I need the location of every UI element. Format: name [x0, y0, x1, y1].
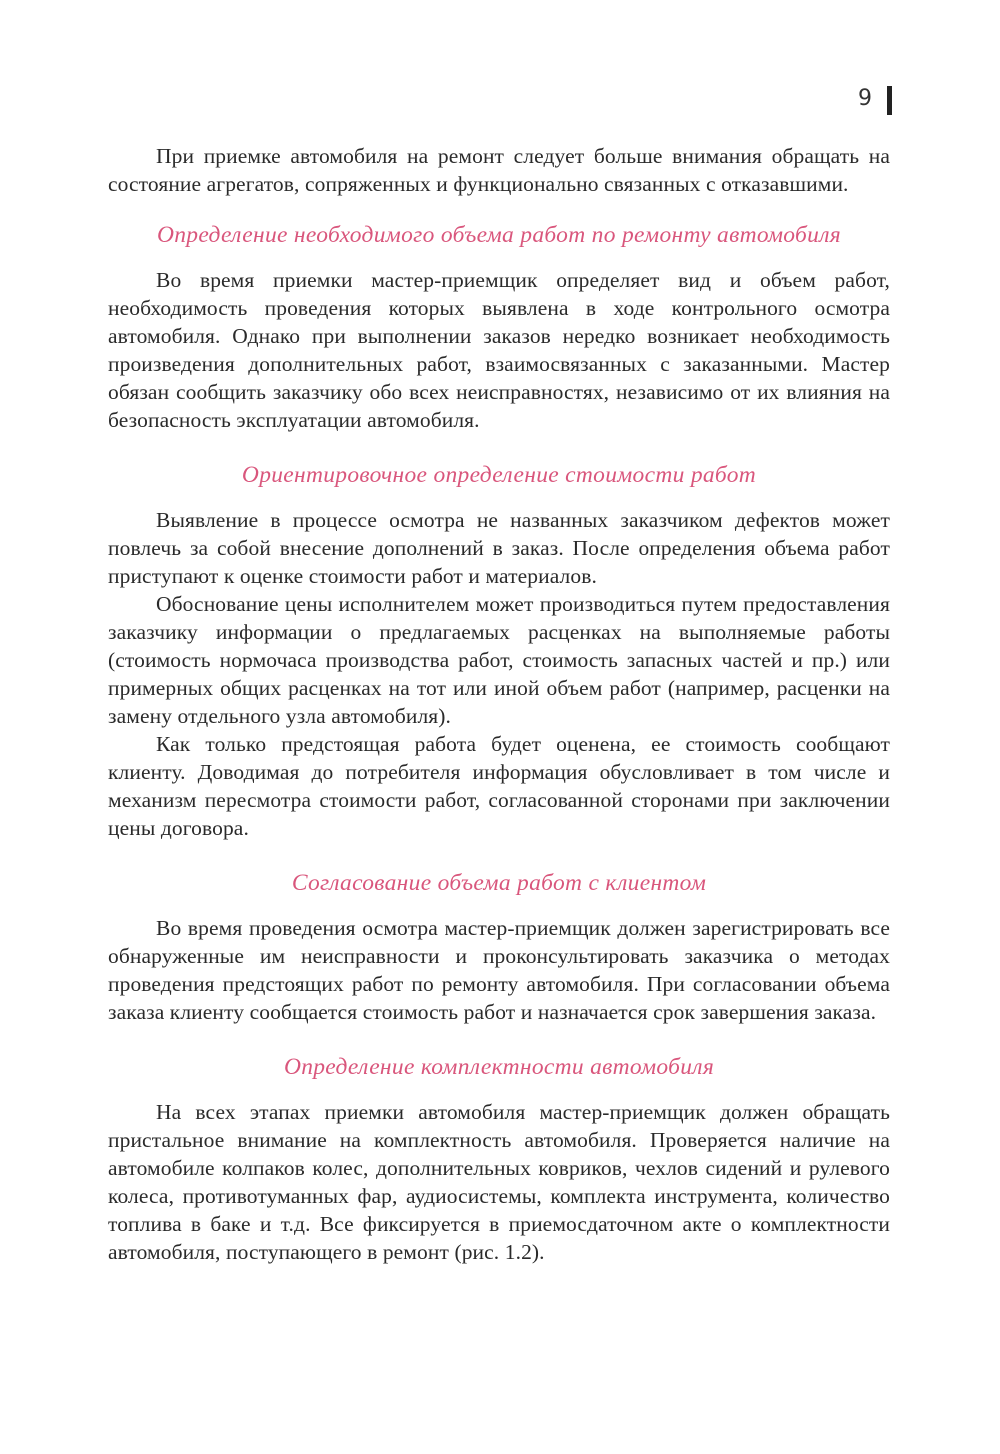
- heading-work-scope: Определение необходимого объема работ по ремонту автомобиля: [156, 222, 841, 248]
- work-scope-paragraph: Во время приемки мастер-приемщик определяет вид и объем работ, необходимость проведения которых выявлена в ходе контрольного осмотра автомобиля. Однако при выполнении заказов нередко возникает необходимость произведения дополнительных работ, взаимосвязанных с заказанными. Мастер обязан сообщить заказчику обо всех неисправностях, независимо от их влияния на безопасность эксплуатации автомобиля.: [108, 268, 890, 432]
- cost-paragraph-3: Как только предстоящая работа будет оценена, ее стоимость сообщают клиенту. Доводимая до потребителя информация обусловливает в том числе и механизм пересмотра стоимости работ, согласованной сторонами при заключении цены договора.: [108, 732, 890, 840]
- page-body: [108, 142, 890, 1266]
- intro-paragraph: При приемке автомобиля на ремонт следует больше внимания обращать на состояние агрегатов, сопряженных и функционально связанных с отказавшими.: [108, 144, 890, 196]
- cost-paragraph-2: Обоснование цены исполнителем может производиться путем предоставления заказчику информации о предлагаемых расценках на выполняемые работы (стоимость нормочаса производства работ, стоимость запасных частей и пр.) или примерных общих расценках на тот или иной объем работ (например, расценки на замену отдельного узла автомобиля).: [108, 592, 890, 728]
- agreement-paragraph: Во время проведения осмотра мастер-приемщик должен зарегистрировать все обнаруженные им неисправности и проконсультировать заказчика о методах проведения предстоящих работ по ремонту автомобиля. При согласовании объема заказа клиенту сообщается стоимость работ и назначается срок завершения заказа.: [108, 916, 890, 1024]
- page-number-marker: [887, 86, 892, 115]
- completeness-paragraph: На всех этапах приемки автомобиля мастер-приемщик должен обращать пристальное внимание на комплектность автомобиля. Проверяется наличие на автомобиле колпаков колес, дополнительных ковриков, чехлов сидений и рулевого колеса, противотуманных фар, аудиосистемы, комплекта инструмента, количество топлива в баке и т.д. Все фиксируется в приемосдаточном акте о комплектности автомобиля, поступающего в ремонт (рис. 1.2).: [108, 1100, 890, 1264]
- heading-vehicle-completeness: Определение комплектности автомобиля: [283, 1054, 715, 1080]
- page-number: 9: [858, 86, 872, 111]
- cost-paragraph-1: Выявление в процессе осмотра не названных заказчиком дефектов может повлечь за собой внесение дополнений в заказ. После определения объема работ приступают к оценке стоимости работ и материалов.: [108, 508, 890, 588]
- heading-cost-estimate: Ориентировочное определение стоимости работ: [241, 462, 757, 488]
- heading-client-agreement: Согласование объема работ с клиентом: [291, 870, 707, 896]
